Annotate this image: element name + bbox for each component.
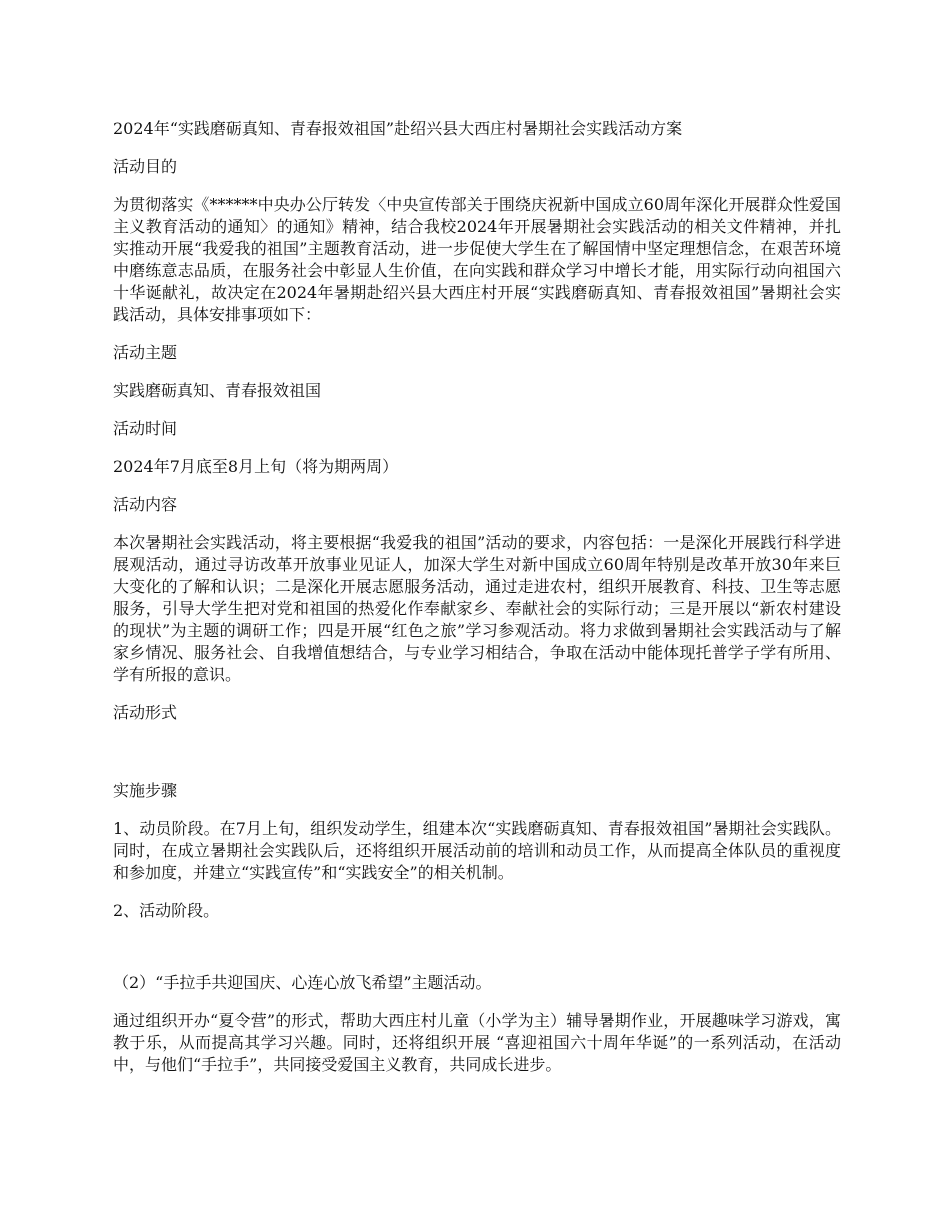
time-paragraph: 2024年7月底至8月上旬（将为期两周） xyxy=(113,457,399,476)
blank-space xyxy=(113,740,841,780)
document-page xyxy=(113,118,841,1092)
content-heading: 活动内容 xyxy=(113,495,178,514)
activity2-heading: （2）“手拉手共迎国庆、心连心放飞希望”主题活动。 xyxy=(113,973,492,992)
theme-heading: 活动主题 xyxy=(113,343,178,362)
theme-paragraph: 实践磨砺真知、青春报效祖国 xyxy=(113,381,322,400)
form-heading: 活动形式 xyxy=(113,703,178,722)
time-heading: 活动时间 xyxy=(113,419,178,438)
content-paragraph: 本次暑期社会实践活动，将主要根据“我爱我的祖国”活动的要求，内容包括：一是深化开展践行科学进展观活动，通过寻访改革开放事业见证人，加深大学生对新中国成立60周年特别是改革开放30年来巨大变化的了解和认识；二是深化开展志愿服务活动，通过走进农村，组织开展教育、科技、卫生等志愿服务，引导大学生把对党和祖国的热爱化作奉献家乡、奉献社会的实际行动；三是开展以“新农村建设的现状”为主题的调研工作；四是开展“红色之旅”学习参观活动。将力求做到暑期社会实践活动与了解家乡情况、服务社会、自我增值想结合，与专业学习相结合，争取在活动中能体现托普学子学有所用、学有所报的意识。 xyxy=(113,533,841,684)
step2-paragraph: 2、活动阶段。 xyxy=(113,901,220,920)
step1-paragraph: 1、动员阶段。在7月上旬，组织发动学生，组建本次“实践磨砺真知、青春报效祖国”暑期社会实践队。同时，在成立暑期社会实践队后，还将组织开展活动前的培训和动员工作，从而提高全体队员的重视度和参加度，并建立“实践宣传”和“实践安全”的相关机制。 xyxy=(113,819,841,882)
document-title: 2024年“实践磨砺真知、青春报效祖国”赴绍兴县大西庄村暑期社会实践活动方案 xyxy=(113,119,683,138)
blank-space xyxy=(113,938,841,972)
purpose-heading: 活动目的 xyxy=(113,157,178,176)
steps-heading: 实施步骤 xyxy=(113,781,178,800)
purpose-paragraph: 为贯彻落实《******中央办公厅转发〈中央宣传部关于围绕庆祝新中国成立60周年深化开展群众性爱国主义教育活动的通知〉的通知》精神，结合我校2024年开展暑期社会实践活动的相关文件精神，并扎实推动开展“我爱我的祖国”主题教育活动，进一步促使大学生在了解国情中坚定理想信念，在艰苦环境中磨练意志品质，在服务社会中彰显人生价值，在向实践和群众学习中增长才能，用实际行动向祖国六十华诞献礼，故决定在2024年暑期赴绍兴县大西庄村开展“实践磨砺真知、青春报效祖国”暑期社会实践活动，具体安排事项如下： xyxy=(113,195,841,324)
activity2-paragraph: 通过组织开办“夏令营”的形式，帮助大西庄村儿童（小学为主）辅导暑期作业，开展趣味学习游戏，寓教于乐，从而提高其学习兴趣。同时，还将组织开展 “喜迎祖国六十周年华诞”的一系列活动，在活动中，与他们“手拉手”，共同接受爱国主义教育，共同成长进步。 xyxy=(113,1011,841,1074)
